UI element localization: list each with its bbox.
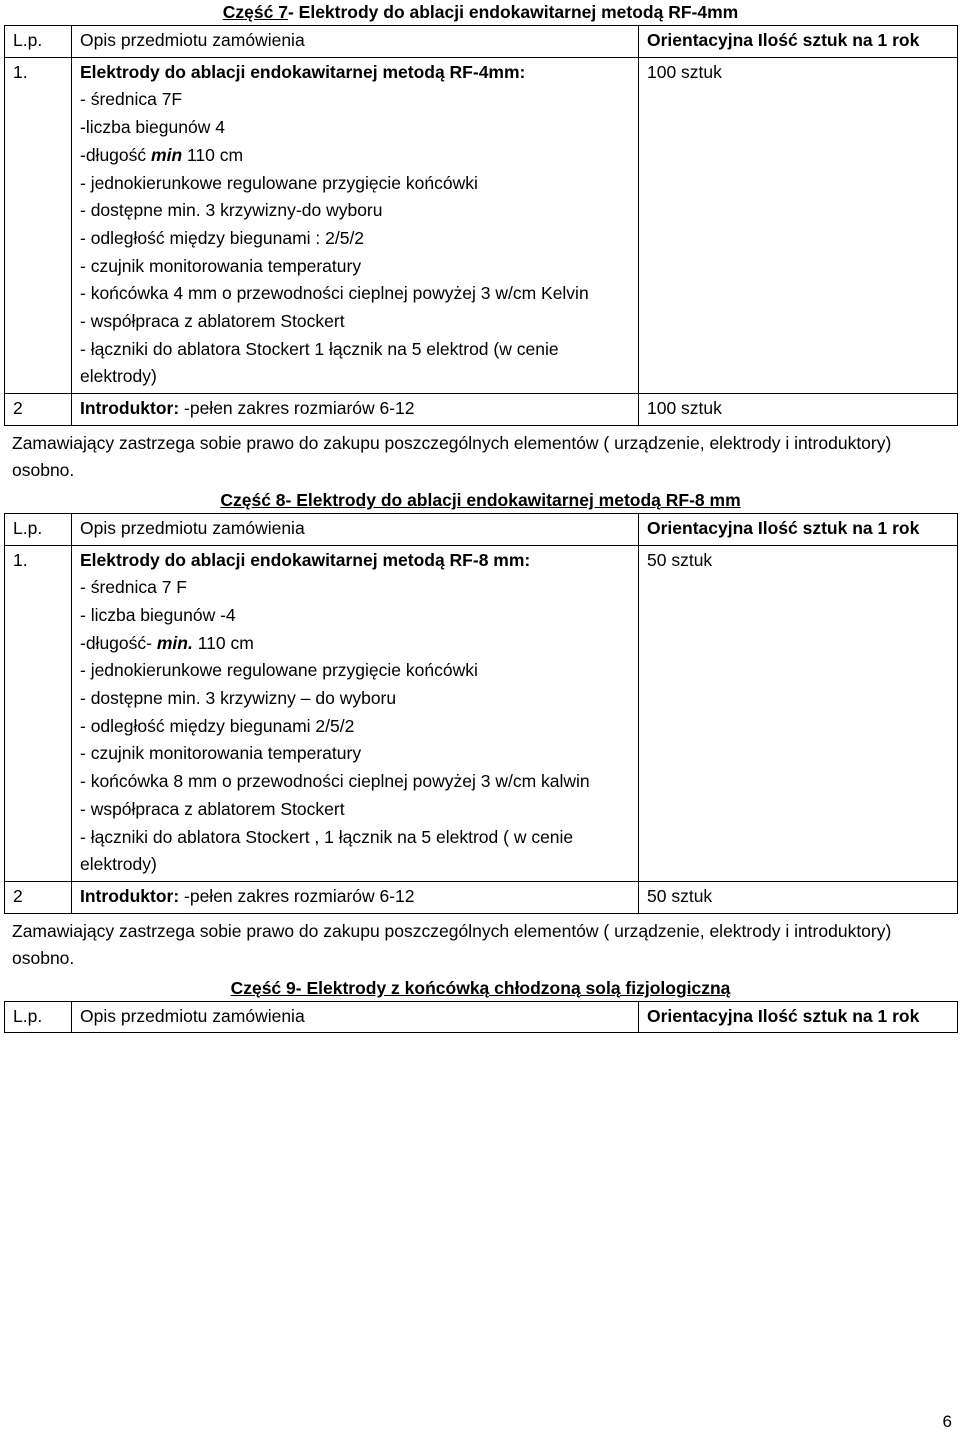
spec-line: - dostępne min. 3 krzywizny-do wyboru: [80, 200, 383, 221]
document-page: [4, 0, 957, 1033]
spec-line-length-value: 110 cm: [192, 632, 254, 653]
row-lp: 1.: [5, 57, 72, 393]
part9-title-text: Część 9- Elektrody z końcówką chłodzoną solą fizjologiczną: [230, 977, 731, 998]
row-quantity: 50 sztuk: [639, 545, 958, 881]
introducer-label: Introduktor:: [80, 398, 180, 419]
part8-table: [4, 513, 958, 914]
row-lp: 2: [5, 394, 72, 426]
header-quantity: Orientacyjna Ilość sztuk na 1 rok: [639, 1001, 958, 1033]
header-quantity: Orientacyjna Ilość sztuk na 1 rok: [639, 26, 958, 58]
row-quantity: 100 sztuk: [639, 394, 958, 426]
header-lp: L.p.: [5, 1001, 72, 1033]
spec-line: - dostępne min. 3 krzywizny – do wyboru: [80, 688, 397, 709]
header-lp: L.p.: [5, 26, 72, 58]
row-description: [72, 394, 639, 426]
spec-line: - czujnik monitorowania temperatury: [80, 255, 362, 276]
spec-line-length-label: -długość: [80, 144, 152, 165]
row-lp: 2: [5, 881, 72, 913]
part8-title-text: Część 8- Elektrody do ablacji endokawitarnej metodą RF-8 mm: [220, 489, 741, 510]
spec-line-length: [80, 630, 630, 658]
header-description: Opis przedmiotu zamówienia: [72, 1001, 639, 1033]
row-description: [72, 545, 639, 881]
header-description: Opis przedmiotu zamówienia: [72, 513, 639, 545]
spec-line: - łączniki do ablatora Stockert , 1 łącznik na 5 elektrod ( w cenie elektrody): [80, 826, 574, 875]
spec-line: - jednokierunkowe regulowane przygięcie końcówki: [80, 660, 478, 681]
introducer-text: -pełen zakres rozmiarów 6-12: [179, 885, 415, 906]
part8-title: [4, 488, 957, 513]
header-description: Opis przedmiotu zamówienia: [72, 26, 639, 58]
part7-table: [4, 25, 958, 426]
row-description: [72, 881, 639, 913]
spec-line-length-min: min.: [156, 632, 193, 653]
header-lp: L.p.: [5, 513, 72, 545]
spec-line: - średnica 7 F: [80, 577, 187, 598]
spec-line-length-min: min: [151, 144, 183, 165]
table-row: [5, 57, 958, 393]
spec-line: - końcówka 4 mm o przewodności cieplnej powyżej 3 w/cm Kelvin: [80, 283, 589, 304]
table-row: [5, 881, 958, 913]
product-heading: Elektrody do ablacji endokawitarnej metodą RF-8 mm:: [80, 549, 531, 570]
spec-line: - średnica 7F: [80, 89, 183, 110]
row-quantity: 100 sztuk: [639, 57, 958, 393]
table-header-row: [5, 26, 958, 58]
table-header-row: [5, 1001, 958, 1033]
row-description: [72, 57, 639, 393]
spec-line: - odległość między biegunami : 2/5/2: [80, 227, 365, 248]
spec-line: - końcówka 8 mm o przewodności cieplnej powyżej 3 w/cm kalwin: [80, 771, 590, 792]
introducer-text: -pełen zakres rozmiarów 6-12: [179, 398, 415, 419]
page-number: 6: [942, 1412, 952, 1431]
product-heading: Elektrody do ablacji endokawitarnej metodą RF-4mm:: [80, 61, 526, 82]
spec-line: - odległość między biegunami 2/5/2: [80, 715, 355, 736]
part7-title-rest: - Elektrody do ablacji endokawitarnej metodą RF-4mm: [287, 2, 739, 22]
part7-title-prefix: Część 7: [222, 2, 288, 22]
part8-note: Zamawiający zastrzega sobie prawo do zakupu poszczególnych elementów ( urządzenie, elektrody i introduktory) osobno.: [12, 920, 892, 968]
spec-line-length: [80, 142, 630, 170]
row-quantity: 50 sztuk: [639, 881, 958, 913]
spec-line-length-label: -długość-: [80, 632, 157, 653]
part7-note: Zamawiający zastrzega sobie prawo do zakupu poszczególnych elementów ( urządzenie, elektrody i introduktory) osobno.: [12, 432, 892, 480]
spec-line: - współpraca z ablatorem Stockert: [80, 311, 345, 332]
part7-title: [4, 0, 957, 25]
spec-line: - łączniki do ablatora Stockert 1 łącznik na 5 elektrod (w cenie elektrody): [80, 338, 559, 387]
introducer-label: Introduktor:: [80, 885, 180, 906]
table-row: [5, 394, 958, 426]
part9-title: [4, 976, 957, 1001]
spec-line: - współpraca z ablatorem Stockert: [80, 798, 345, 819]
table-header-row: [5, 513, 958, 545]
part9-table: [4, 1001, 958, 1034]
table-row: [5, 545, 958, 881]
spec-line: - liczba biegunów -4: [80, 604, 236, 625]
spec-line: -liczba biegunów 4: [80, 117, 225, 138]
spec-line: - czujnik monitorowania temperatury: [80, 743, 362, 764]
row-lp: 1.: [5, 545, 72, 881]
spec-line: - jednokierunkowe regulowane przygięcie końcówki: [80, 172, 478, 193]
spec-line-length-value: 110 cm: [182, 144, 244, 165]
header-quantity: Orientacyjna Ilość sztuk na 1 rok: [639, 513, 958, 545]
